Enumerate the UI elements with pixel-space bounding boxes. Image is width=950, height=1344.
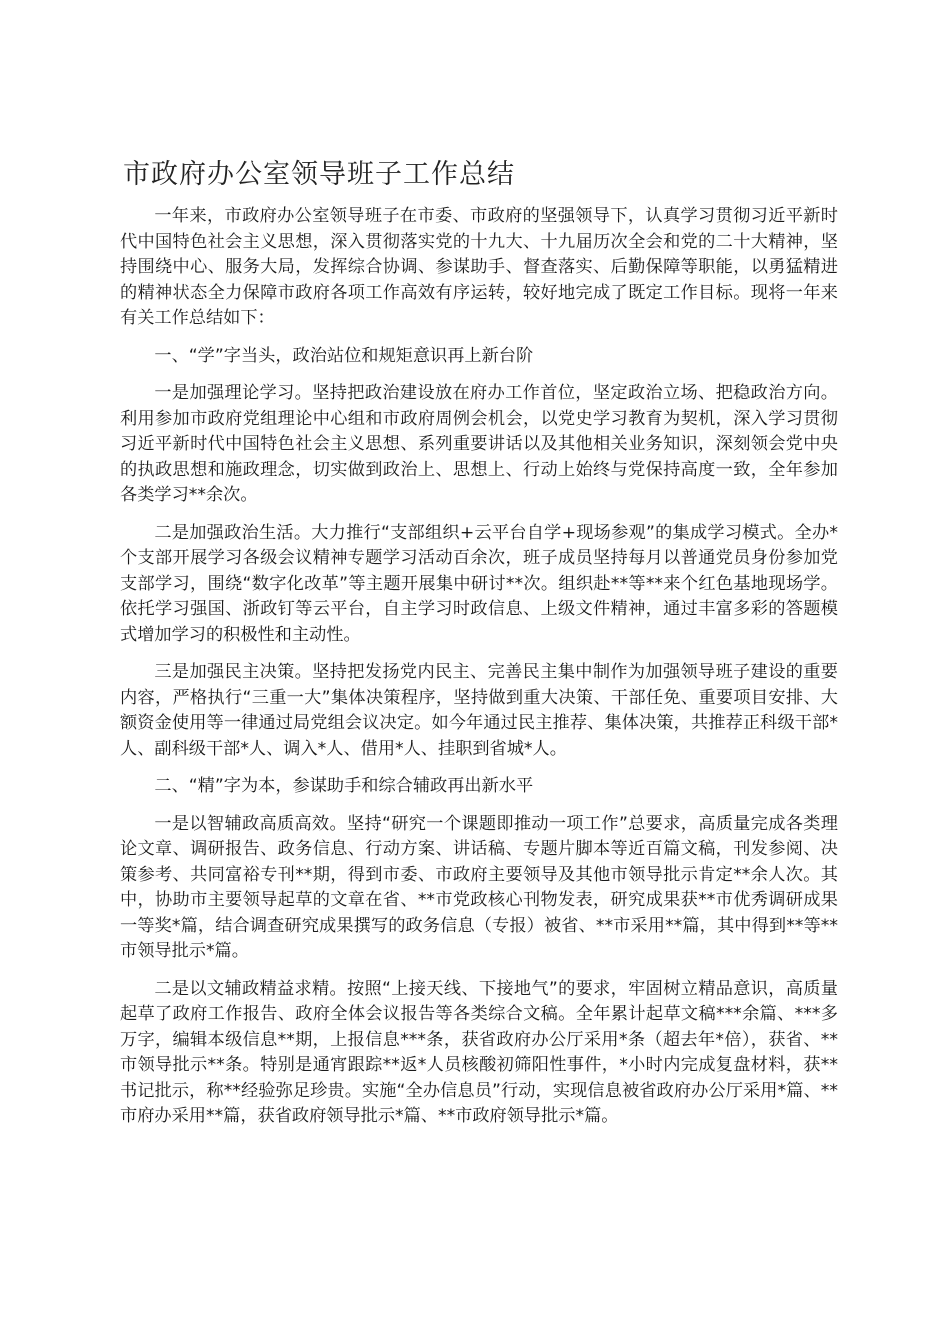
- intro-paragraph: 一年来，市政府办公室领导班子在市委、市政府的坚强领导下，认真学习贯彻习近平新时代中国特色社会主义思想，深入贯彻落实党的十九大、十九届历次全会和党的二十大精神，坚持围绕中心、服务大局，发挥综合协调、参谋助手、督查落实、后勤保障等职能，以勇猛精进的精神状态全力保障市政府各项工作高效有序运转，较好地完成了既定工作目标。现将一年来有关工作总结如下：: [120, 206, 838, 328]
- document-title: 市政府办公室领导班子工作总结: [123, 159, 515, 190]
- section-2-heading: 二、“精”字为本，参谋助手和综合辅政再出新水平: [154, 776, 534, 796]
- document-body: [120, 204, 838, 1142]
- section-2-paragraph-2: 二是以文辅政精益求精。按照“上接天线、下接地气”的要求，牢固树立精品意识，高质量起草了政府工作报告、政府全体会议报告等各类综合文稿。全年累计起草文稿***余篇、***多万字，编辑本级信息**期，上报信息***条，获省政府办公厅采用*条（超去年*倍），获省、**市领导批示**条。特别是通宵跟踪**返*人员核酸初筛阳性事件，*小时内完成复盘材料，获**书记批示，称**经验弥足珍贵。实施“全办信息员”行动，实现信息被省政府办公厅采用*篇、**市府办采用**篇，获省政府领导批示*篇、**市政府领导批示*篇。: [120, 978, 838, 1126]
- section-1-paragraph-2: 二是加强政治生活。大力推行“支部组织+云平台自学+现场参观”的集成学习模式。全办*个支部开展学习各级会议精神专题学习活动百余次，班子成员坚持每月以普通党员身份参加党支部学习，围绕“数字化改革”等主题开展集中研讨**次。组织赴**等**来个红色基地现场学。依托学习强国、浙政钉等云平台，自主学习时政信息、上级文件精神，通过丰富多彩的答题模式增加学习的积极性和主动性。: [120, 522, 838, 645]
- section-1-paragraph-1: 一是加强理论学习。坚持把政治建设放在府办工作首位，坚定政治立场、把稳政治方向。利用参加市政府党组理论中心组和市政府周例会机会，以党史学习教育为契机，深入学习贯彻习近平新时代中国特色社会主义思想、系列重要讲话以及其他相关业务知识，深刻领会党中央的执政思想和施政理念，切实做到政治上、思想上、行动上始终与党保持高度一致，全年参加各类学习**余次。: [120, 383, 838, 505]
- section-1-paragraph-3: 三是加强民主决策。坚持把发扬党内民主、完善民主集中制作为加强领导班子建设的重要内容，严格执行“三重一大”集体决策程序，坚持做到重大决策、干部任免、重要项目安排、大额资金使用等一律通过局党组会议决定。如今年通过民主推荐、集体决策，共推荐正科级干部*人、副科级干部*人、调入*人、借用*人、挂职到省城*人。: [120, 662, 838, 759]
- section-2-paragraph-1: 一是以智辅政高质高效。坚持“研究一个课题即推动一项工作”总要求，高质量完成各类理论文章、调研报告、政务信息、行动方案、讲话稿、专题片脚本等近百篇文稿，刊发参阅、决策参考、共同富裕专刊**期，得到市委、市政府主要领导及其他市领导批示肯定**余人次。其中，协助市主要领导起草的文章在省、**市党政核心刊物发表，研究成果获**市优秀调研成果一等奖*篇，结合调查研究成果撰写的政务信息（专报）被省、**市采用**篇，其中得到**等**市领导批示*篇。: [120, 813, 838, 961]
- section-1-heading: 一、“学”字当头，政治站位和规矩意识再上新台阶: [154, 345, 534, 366]
